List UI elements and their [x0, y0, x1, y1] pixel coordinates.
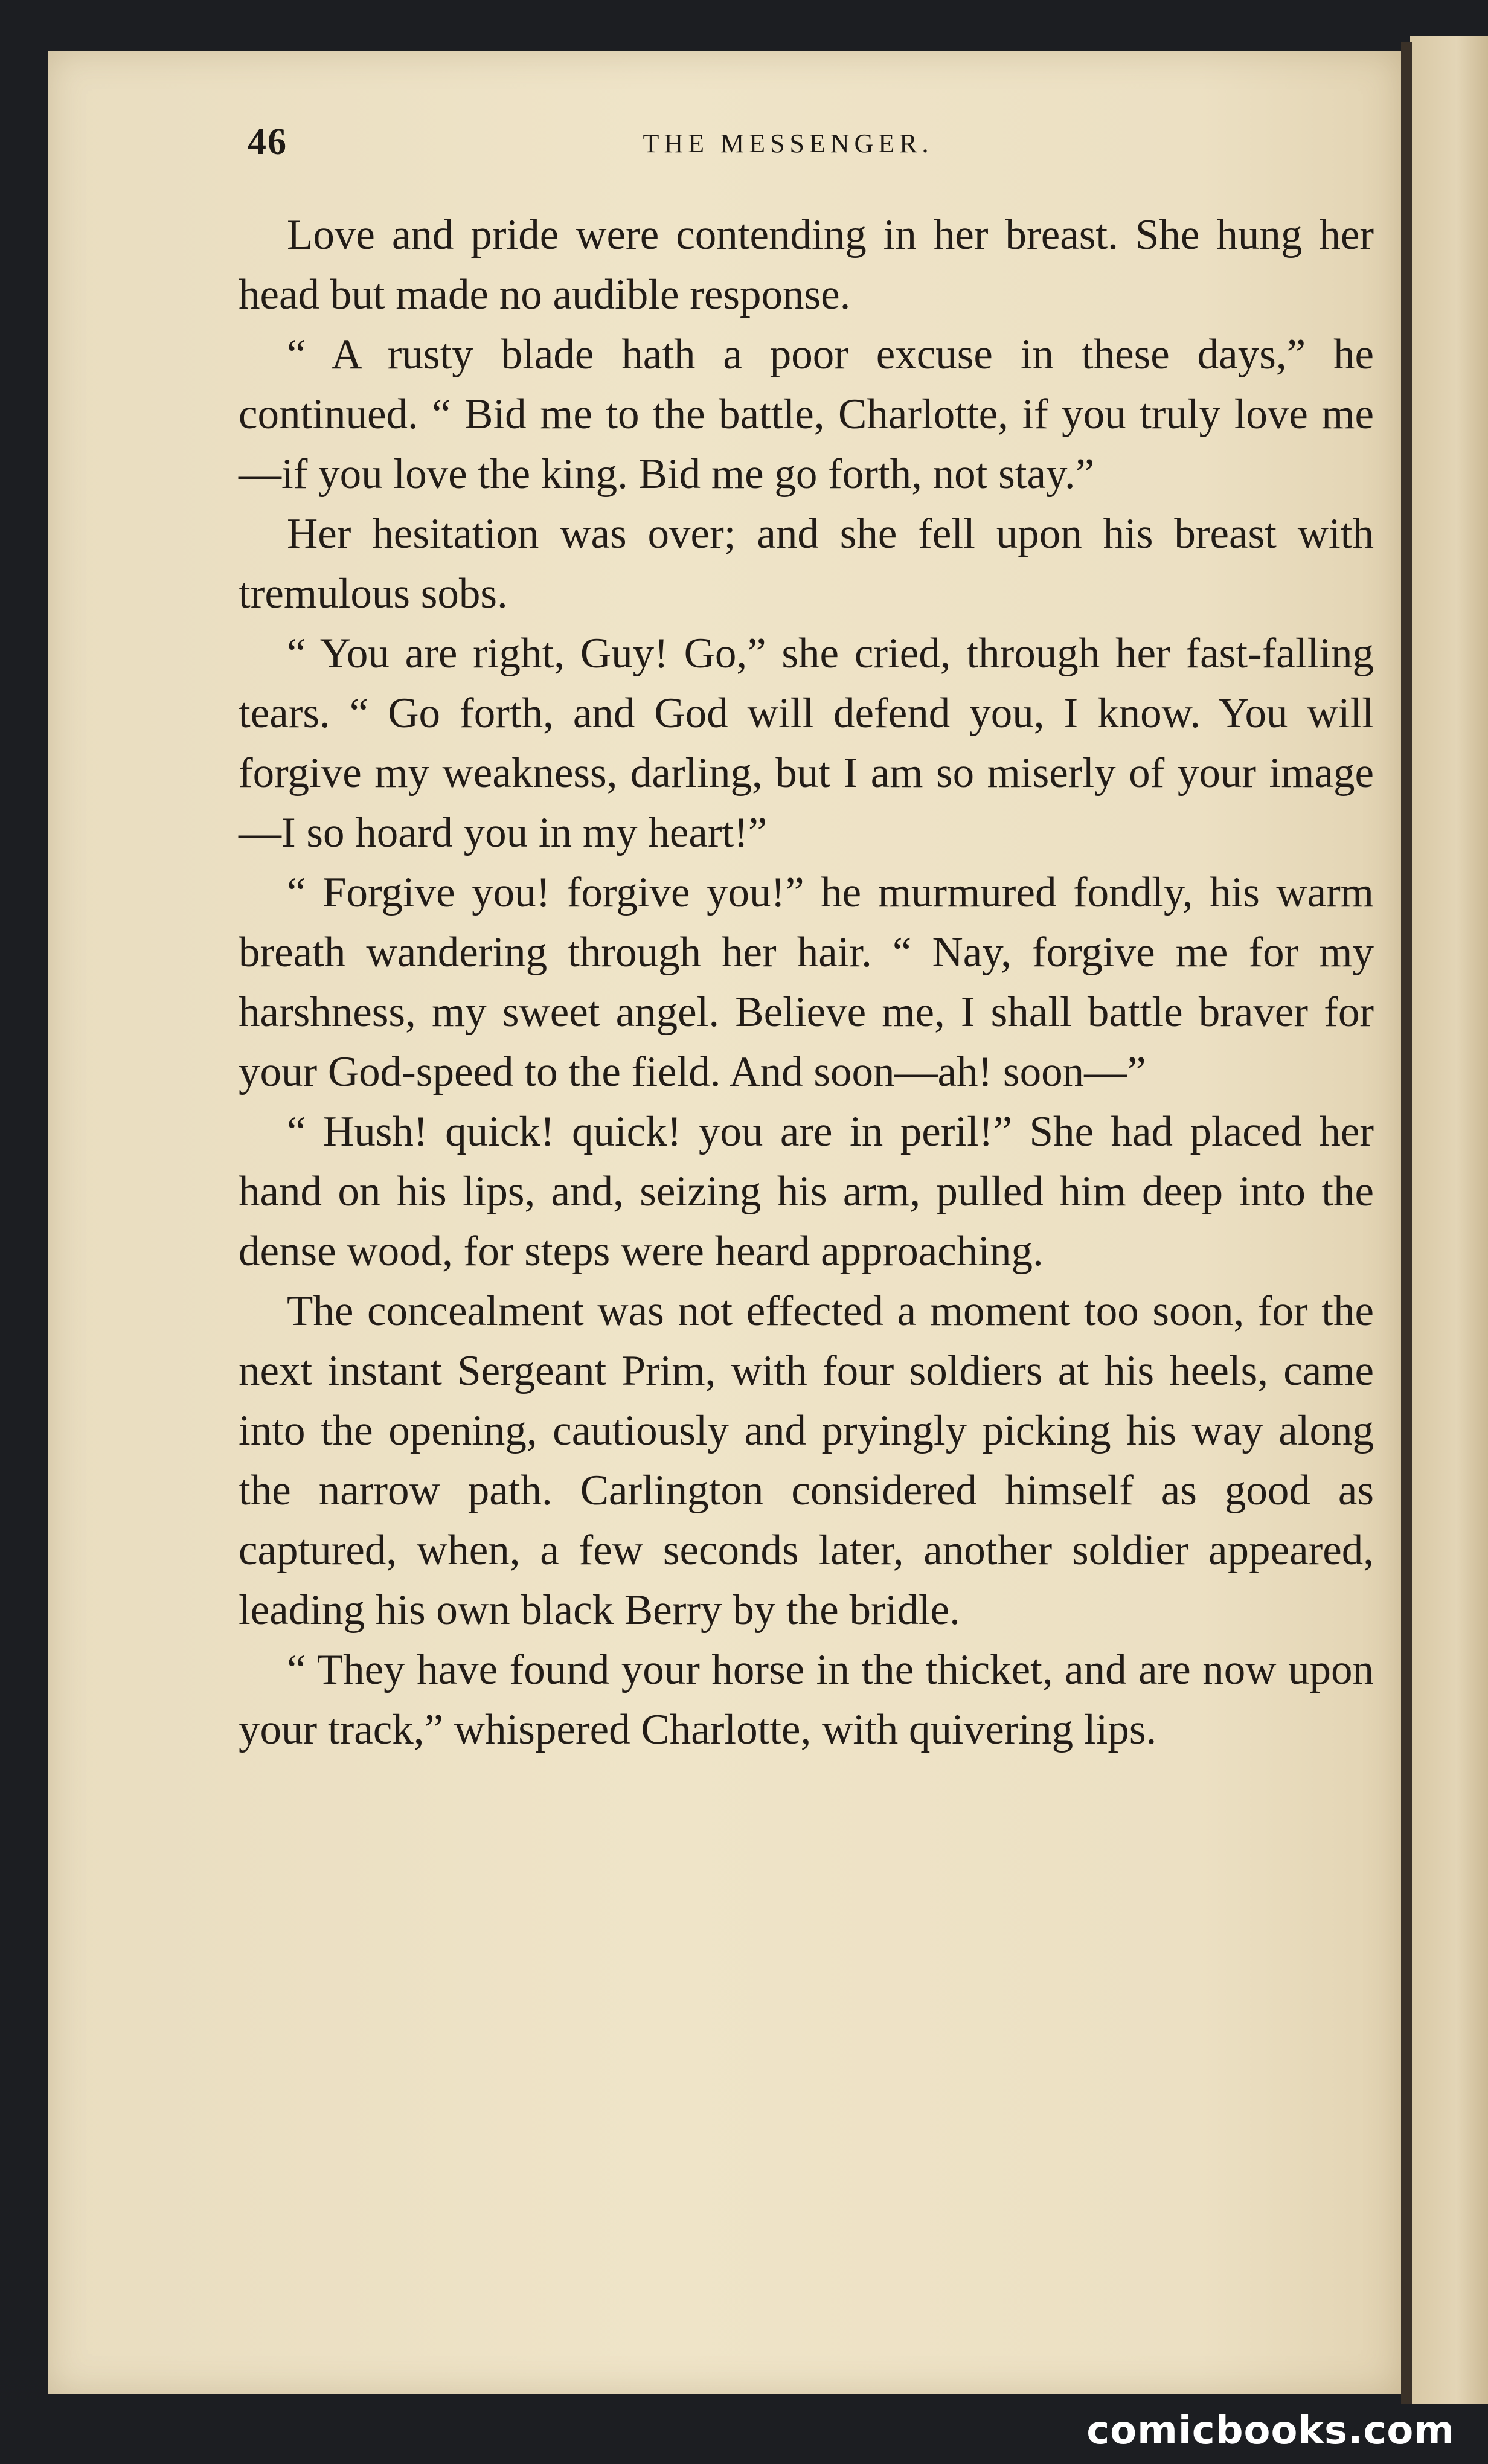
book-gutter — [1401, 42, 1412, 2404]
paragraph: “ Hush! quick! quick! you are in peril!” She had placed her hand on his lips, and, seizing his arm, pulled him deep into the dense wood, for steps were heard approaching. — [239, 1108, 1374, 1275]
body-text — [239, 205, 1374, 1760]
paragraph: “ A rusty blade hath a poor excuse in these days,” he continued. “ Bid me to the battle, Charlotte, if you truly love me—if you love the king. Bid me go forth, not stay.” — [239, 331, 1374, 498]
paragraph: Her hesitation was over; and she fell upon his breast with tremulous sobs. — [239, 510, 1374, 617]
facing-page-edge — [1410, 36, 1488, 2404]
watermark: comicbooks.com — [1086, 2408, 1455, 2453]
paragraph: The concealment was not effected a moment too soon, for the next instant Sergeant Prim, with four soldiers at his heels, came into the opening, cautiously and pryingly picking his way along the narrow path. Carlington considered himself as good as captured, when, a few seconds later, another soldier appeared, leading his own black Berry by the bridle. — [239, 1288, 1374, 1634]
paragraph: “ Forgive you! forgive you!” he murmured fondly, his warm breath wandering through her hair. “ Nay, forgive me for my harshness, my sweet angel. Believe me, I shall battle braver for your God-speed to the field. And soon—ah! soon—” — [239, 869, 1374, 1096]
paragraph: “ You are right, Guy! Go,” she cried, through her fast-falling tears. “ Go forth, and God will defend you, I know. You will forgive my weakness, darling, but I am so miserly of your image—I so hoard you in my heart!” — [239, 630, 1374, 856]
paragraph: “ They have found your horse in the thicket, and are now upon your track,” whispered Charlotte, with quivering lips. — [239, 1646, 1374, 1753]
running-head: THE MESSENGER. — [643, 129, 934, 158]
page-header — [196, 115, 1380, 181]
paragraph: Love and pride were contending in her breast. She hung her head but made no audible response. — [239, 211, 1374, 318]
page-number: 46 — [248, 121, 287, 162]
